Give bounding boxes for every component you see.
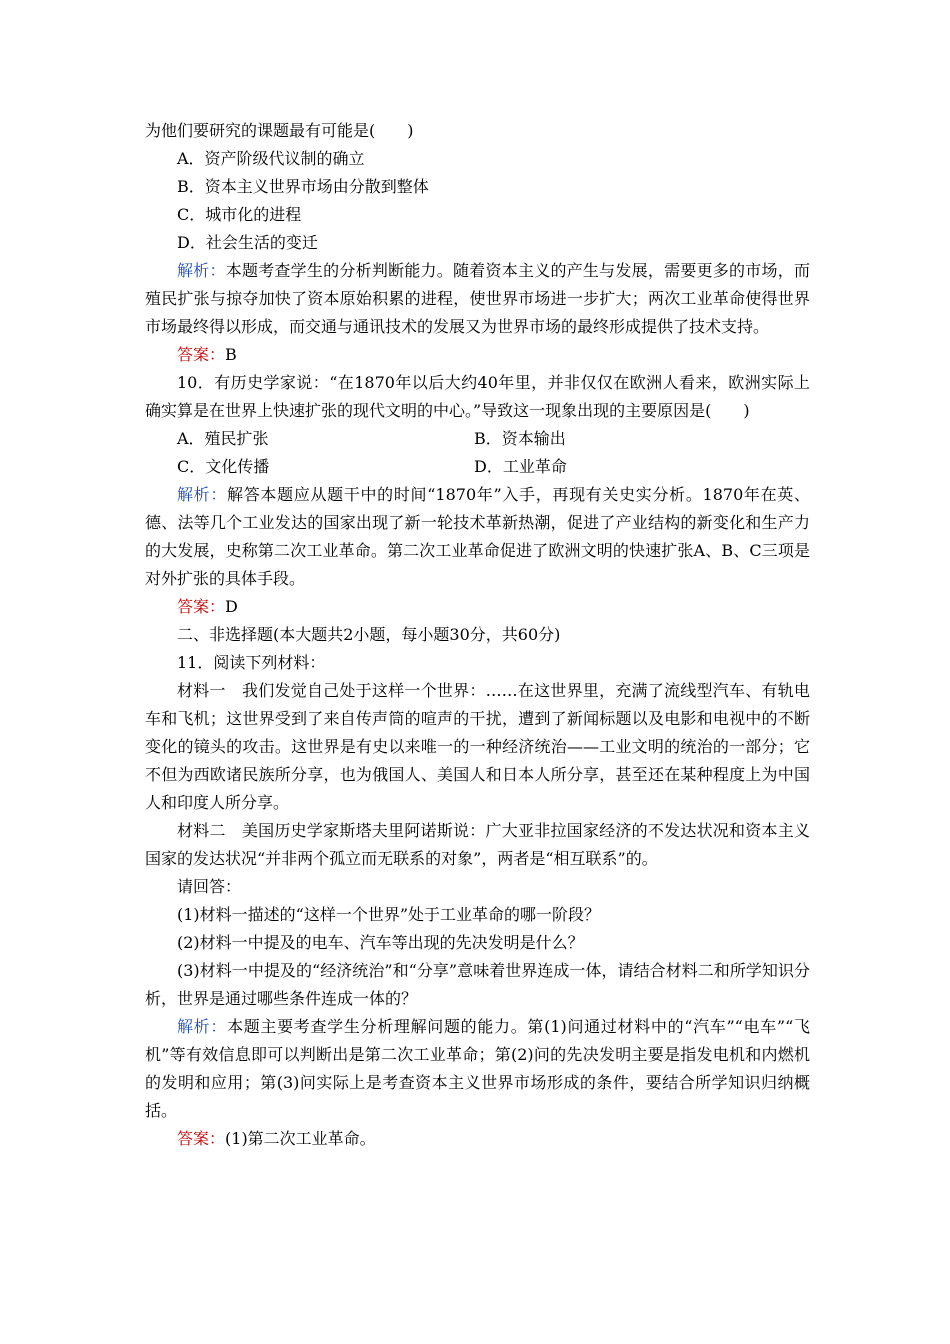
q10-analysis-label: 解析： [177,485,228,504]
q11-material-1: 材料一 我们发觉自己处于这样一个世界：……在这世界里，充满了流线型汽车、有轨电车和飞机；这世界受到了来自传声筒的喧声的干扰，遭到了新闻标题以及电影和电视中的不断变化的镜头的攻击。这世界是有史以来唯一的一种经济统治——工业文明的统治的一部分；它不但为西欧诸民族所分享，也为俄国人、美国人和日本人所分享，甚至还在某种程度上为中国人和印度人所分享。 [145,681,810,812]
q9-analysis-text: 本题考查学生的分析判断能力。随着资本主义的产生与发展，需要更多的市场，而殖民扩张与掠夺加快了资本原始积累的进程，使世界市场进一步扩大；两次工业革命使得世界市场最终得以形成，而交通与通讯技术的发展又为世界市场的最终形成提供了技术支持。 [145,261,810,336]
q11-material-2: 材料二 美国历史学家斯塔夫里阿诺斯说：广大亚非拉国家经济的不发达状况和资本主义国家的发达状况“并非两个孤立而无联系的对象”，两者是“相互联系”的。 [145,821,810,868]
q11-stem: 11．阅读下列材料： [177,653,326,672]
q9-analysis-label: 解析： [177,261,226,280]
q11-analysis [145,1013,810,1125]
q10-analysis-text: 解答本题应从题干中的时间“1870年”入手，再现有关史实分析。1870年在英、德、法等几个工业发达的国家出现了新一轮技术革新热潮，促进了产业结构的新变化和生产力的大发展，史称第二次工业革命。第二次工业革命促进了欧洲文明的快速扩张A、B、C三项是对外扩张的具体手段。 [145,485,810,588]
q9-answer [145,341,810,369]
q9-analysis [145,257,810,341]
q10-option-b: B．资本输出 [474,429,566,448]
q11-answer [145,1125,810,1153]
q11-answer-label: 答案： [177,1129,226,1148]
q10-stem: 10．有历史学家说：“在1870年以后大约40年里，并非仅仅在欧洲人看来，欧洲实际上确实算是在世界上快速扩张的现代文明的中心。”导致这一现象出现的主要原因是( ) [145,373,810,420]
q10-analysis [145,481,810,593]
q9-stem-tail: 为他们要研究的课题最有可能是( ) [145,121,414,140]
q9-option-b: B．资本主义世界市场由分散到整体 [177,177,429,196]
q9-option-d: D．社会生活的变迁 [177,233,318,252]
q11-analysis-label: 解析： [177,1017,228,1036]
q10-answer [145,593,810,621]
q11-question-2: (2)材料一中提及的电车、汽车等出现的先决发明是什么？ [177,933,584,952]
q9-answer-text: B [225,345,237,364]
q10-options-row-2 [145,453,810,481]
q11-prompt: 请回答： [177,877,242,896]
q11-answer-text: (1)第二次工业革命。 [225,1129,376,1148]
q11-question-3: (3)材料一中提及的“经济统治”和“分享”意味着世界连成一体，请结合材料二和所学知识分析，世界是通过哪些条件连成一体的？ [145,961,810,1008]
q10-answer-text: D [225,597,238,616]
q9-answer-label: 答案： [177,345,226,364]
document-page [145,117,810,1153]
q10-option-a: A．殖民扩张 [177,429,269,448]
section-2-title: 二、非选择题(本大题共2小题，每小题30分，共60分) [177,625,561,644]
q9-option-c: C．城市化的进程 [177,205,302,224]
q11-analysis-text: 本题主要考查学生分析理解问题的能力。第(1)问通过材料中的“汽车”“电车”“飞机”等有效信息即可以判断出是第二次工业革命；第(2)问的先决发明主要是指发电机和内燃机的发明和应用；第(3)问实际上是考查资本主义世界市场形成的条件，要结合所学知识归纳概括。 [145,1017,810,1120]
q10-answer-label: 答案： [177,597,226,616]
q10-options-row-1 [145,425,810,453]
q9-option-a: A．资产阶级代议制的确立 [177,149,365,168]
q10-option-c: C．文化传播 [177,457,270,476]
q11-question-1: (1)材料一描述的“这样一个世界”处于工业革命的哪一阶段？ [177,905,601,924]
q10-option-d: D．工业革命 [474,457,567,476]
